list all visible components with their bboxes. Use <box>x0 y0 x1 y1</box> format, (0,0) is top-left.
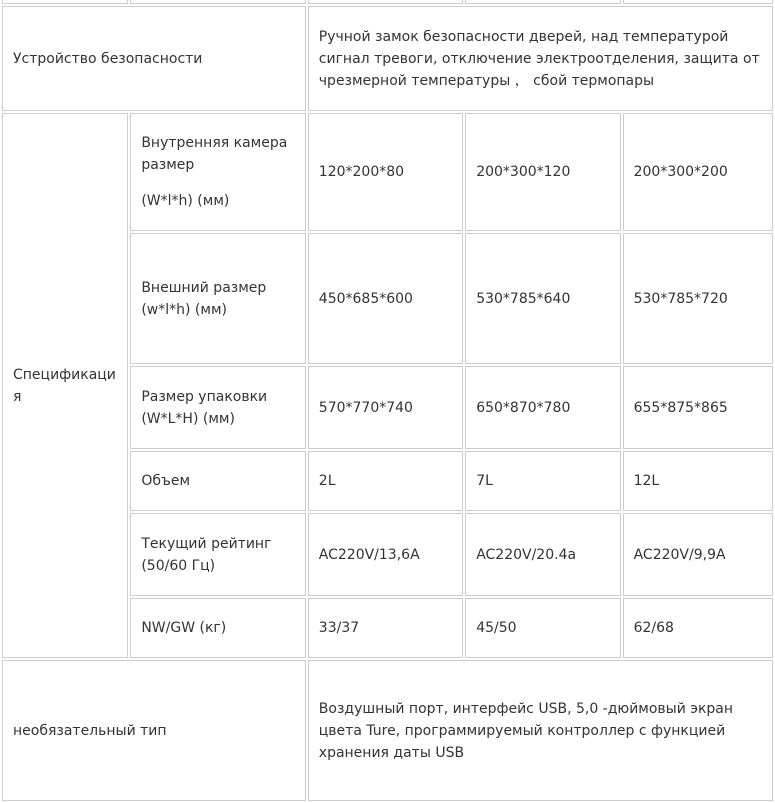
table-cell-stub <box>308 0 463 4</box>
spec-row-label: Текущий рейтинг <box>141 535 272 552</box>
spec-value: 650*870*780 <box>476 399 571 416</box>
spec-row-label: размер <box>141 157 195 173</box>
table-cell-stub <box>2 0 128 4</box>
spec-value-cell <box>465 513 620 596</box>
spec-value-cell <box>465 598 620 658</box>
spec-value-cell <box>308 366 463 449</box>
optional-value-line: Воздушный порт, интерфейс USB, 5,0 -дюймовый экран <box>318 700 734 717</box>
spec-value: 200*300*120 <box>476 164 571 180</box>
security-label-cell <box>2 6 306 111</box>
spec-value-cell <box>623 233 773 364</box>
optional-value-cell <box>308 660 773 801</box>
spec-value: 12L <box>633 473 660 489</box>
spec-value-cell <box>623 451 773 511</box>
spec-value: 45/50 <box>476 620 517 636</box>
spec-row-label: Объем <box>141 473 191 489</box>
spec-value: 33/37 <box>318 620 360 636</box>
spec-row-label-cell <box>130 513 305 596</box>
spec-row-label-cell <box>130 451 305 511</box>
security-value-cell <box>308 6 773 111</box>
spec-value: 2L <box>318 473 336 489</box>
security-label: Устройство безопасности <box>13 50 203 67</box>
spec-value-cell <box>308 233 463 364</box>
table-cell-stub <box>623 0 773 4</box>
spec-value-cell <box>623 113 773 231</box>
spec-value-cell <box>308 113 463 231</box>
spec-row-label-cell <box>130 598 305 658</box>
spec-value-cell <box>465 233 620 364</box>
spec-value: 120*200*80 <box>318 164 405 180</box>
spec-value: 7L <box>476 473 493 489</box>
spec-value: 450*685*600 <box>318 290 413 307</box>
spec-value: 530*785*720 <box>633 290 728 307</box>
spec-value-cell <box>465 113 620 231</box>
spec-value-cell <box>465 451 620 511</box>
spec-row-label: NW/GW (кг) <box>141 620 227 636</box>
security-value-line: чрезмерной температуры ， сбой термопары <box>318 72 655 89</box>
spec-value-cell <box>465 366 620 449</box>
spec-value-cell <box>623 513 773 596</box>
spec-value: 570*770*740 <box>318 399 413 416</box>
spec-row-label-cell <box>130 233 305 364</box>
spec-row-label: Размер упаковки <box>141 388 268 405</box>
spec-value-cell <box>623 366 773 449</box>
table-row-top-stub <box>2 0 773 4</box>
spec-value-cell <box>308 598 463 658</box>
spec-value: 530*785*640 <box>476 290 571 307</box>
spec-row-label: (w*l*h) (мм) <box>141 301 227 318</box>
spec-label-cell <box>2 113 128 658</box>
spec-row-label-cell <box>130 366 305 449</box>
spec-row-label: (W*l*h) (мм) <box>141 193 230 209</box>
spec-value: 655*875*865 <box>633 399 728 416</box>
spec-row-label: Внутренняя камера <box>141 135 288 151</box>
security-value-line: Ручной замок безопасности дверей, над температурой <box>318 28 729 45</box>
spec-value: AC220V/13,6A <box>318 546 420 563</box>
spec-value: AC220V/20.4a <box>476 546 577 563</box>
optional-label: необязательный тип <box>13 722 167 739</box>
table-cell-stub <box>465 0 620 4</box>
security-value-line: сигнал тревоги, отключение электроотделения, защита от <box>318 50 760 67</box>
spec-value: AC220V/9,9A <box>633 546 726 563</box>
spec-value-cell <box>308 513 463 596</box>
spec-row-label: Внешний размер <box>141 279 267 296</box>
table-cell-stub <box>130 0 305 4</box>
table-row-optional <box>2 660 773 801</box>
spec-value-cell <box>623 598 773 658</box>
spec-row-label: (50/60 Гц) <box>141 557 216 574</box>
spec-label: Спецификация <box>13 366 116 405</box>
spec-row-label-cell <box>130 113 305 231</box>
spec-value-cell <box>308 451 463 511</box>
optional-value-line: цвета Ture, программируемый контроллер с функцией <box>318 722 726 739</box>
optional-label-cell <box>2 660 306 801</box>
table-row-security <box>2 6 773 111</box>
optional-value-line: хранения даты USB <box>318 744 465 761</box>
table-row <box>2 113 773 231</box>
spec-value: 62/68 <box>633 620 674 636</box>
spec-value: 200*300*200 <box>633 164 728 180</box>
spec-row-label: (W*L*H) (мм) <box>141 410 235 427</box>
